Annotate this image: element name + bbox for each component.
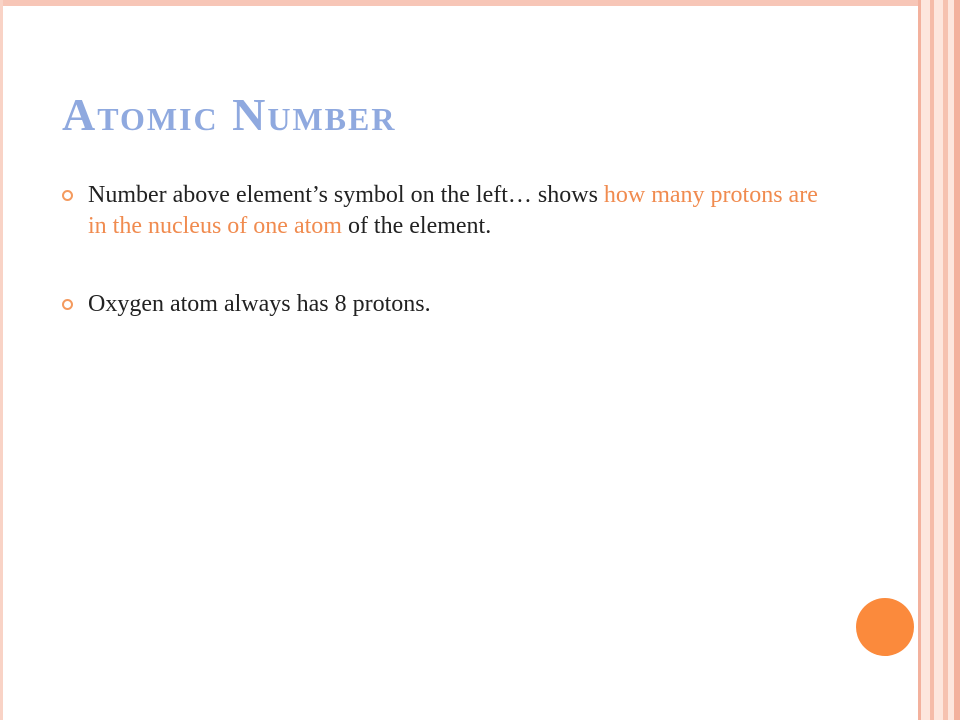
bullet-text: of the element. — [341, 213, 492, 239]
slide-frame-left — [0, 0, 3, 720]
bullet-text: Number above element’s symbol on the left… shows — [88, 182, 604, 208]
slide-title: Atomic Number — [62, 89, 397, 140]
bullet-list — [62, 180, 832, 320]
accent-circle — [856, 598, 914, 656]
bullet-circle-icon — [62, 299, 73, 310]
bullet-circle-icon — [62, 190, 73, 201]
bullet-text: Oxygen atom always has 8 protons. — [88, 291, 431, 317]
slide-frame-top — [0, 0, 920, 6]
decorative-stripes — [918, 0, 960, 720]
highlighted-text: how many protons are in the nucleus of one atom — [88, 182, 818, 239]
bullet-item — [62, 289, 832, 320]
bullet-item — [62, 180, 832, 242]
